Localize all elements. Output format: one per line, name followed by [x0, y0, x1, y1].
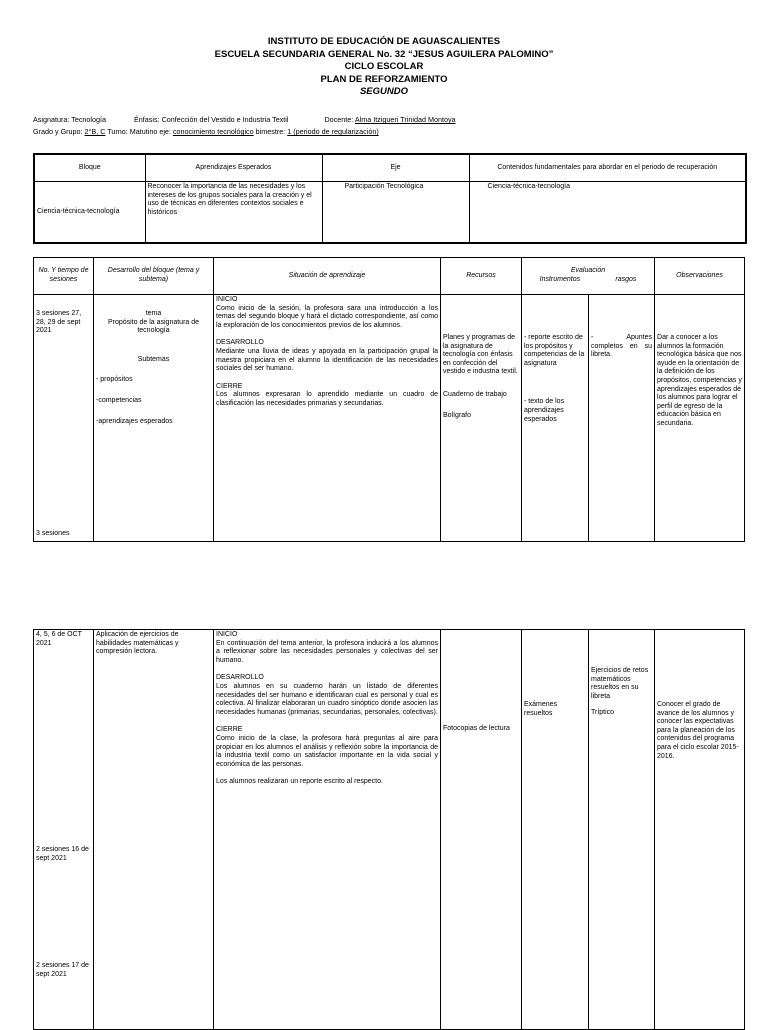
cell-rasgos-2 [589, 630, 655, 1030]
asignatura-label: Asignatura: Tecnología [33, 115, 106, 124]
rasgo-apuntes: - Apuntes completos en su libreta. [591, 334, 653, 359]
cycle-title: CICLO ESCOLAR [344, 61, 424, 72]
cell-bloque: Ciencia-técnica-tecnología [34, 182, 145, 244]
cierre-heading-2: CIERRE [216, 726, 243, 734]
rasgo-triptico: Tríptico [591, 709, 615, 717]
sesiones-octubre: 4, 5, 6 de OCT 2021 [36, 631, 82, 647]
cierre-heading: CIERRE [216, 382, 243, 390]
plan-title: PLAN DE REFORZAMIENTO [320, 73, 448, 85]
reporte-text: Los alumnos realizaran un reporte escrito al respecto. [216, 778, 383, 786]
eje-value: conocimiento tecnológico [172, 127, 254, 136]
header-evaluacion [522, 258, 655, 295]
subtema-propositos: - propósitos [96, 376, 133, 384]
cell-instrumentos-2 [522, 630, 589, 1030]
subtema-aprendizajes: -aprendizajes esperados [96, 417, 173, 425]
docente-value: Alma Itzigueri Trinidad Montoya [354, 115, 456, 124]
cell-observaciones-2 [655, 630, 745, 1030]
recurso-fotocopias: Fotocopias de lectura [443, 725, 510, 732]
header-observaciones: Observaciones [655, 258, 745, 295]
cell-sesiones [34, 295, 94, 542]
desarrollo-text-2: Los alumnos en su cuaderno harán un listado de diferentes necesidades del ser humano e identificaran cual es personal y cual es colectiva. Al finalizar elaboraran un cuadro sinóptico donde asocien las necesidades humanas (primarias, secundarias, personales, colectivas). [216, 682, 438, 716]
header-desarrollo: Desarrollo del bloque (tema y subtema) [94, 258, 214, 295]
sesiones-16-sept: 2 sesiones 16 de sept 2021 [36, 846, 89, 862]
cierre-text: Los alumnos expresaran lo aprendido mediante un cuadro de clasificación las necesidades primarias y secundarias. [216, 391, 438, 407]
observaciones-text-2: Conocer el grado de avance de los alumnos y conocer las expectativas para la planeación de los contenidos del programa para el ciclo escolar 2015-2016. [657, 701, 739, 760]
subtema-competencias: -competencias [96, 396, 142, 404]
desarrollo-text: Mediante una lluvia de ideas y apoyada en la participación grupal la maestra propiciara en el alumno la identificación de las necesidades sociales del ser humano. [216, 347, 438, 373]
cell-tema [94, 295, 214, 542]
sesiones-17-sept: 2 sesiones 17 de sept 2021 [36, 962, 89, 978]
cell-recursos-2 [441, 630, 522, 1030]
desarrollo-heading: DESARROLLO [216, 339, 264, 347]
instrumentos-label: Instrumentos [539, 276, 581, 283]
subtemas-label: Subtemas [137, 355, 170, 363]
header-situacion: Situación de aprendizaje [214, 258, 441, 295]
header-aprendizajes: Aprendizajes Esperados [145, 154, 322, 182]
enfasis-label: Énfasis: Confección del Vestido e Industria Textil [134, 115, 289, 124]
observaciones-text: Dar a conocer a los alumnos la formación tecnológica básica que nos ayude en la orientación de la definición de los propósitos, competencias y aprendizajes esperados de los alumnos para lograr el perfil de egreso de la educación básica en secundaria. [657, 334, 742, 427]
cell-sesiones-2 [34, 630, 94, 1030]
instrumento-reporte: - reporte escrito de los propósitos y competencias de la asignatura [524, 334, 585, 367]
instrumento-texto: - texto de los aprendizajes esperados [524, 398, 565, 423]
cell-aprendizajes: Reconocer la importancia de las necesidades y los intereses de los grupos sociales para la creación y el uso de técnicas en diferentes contextos sociales e históricos [145, 182, 322, 244]
header-bloque: Bloque [34, 154, 145, 182]
header-recursos: Recursos [441, 258, 522, 295]
info-line-2 [33, 127, 379, 136]
cell-recursos [441, 295, 522, 542]
bimestre-label: bimestre: [253, 127, 288, 136]
inicio-heading-2: INICIO [216, 631, 238, 638]
document-header [0, 36, 768, 99]
grado-label: Grado y Grupo: [33, 127, 85, 136]
inicio-text: Como inicio de la sesión, la profesora sara una introducción a los temas del segundo bloque y hará el dictado correspondiente, así como la exploración de los conocimientos previos de los alumnos. [216, 304, 438, 329]
docente-label: Docente: [324, 115, 355, 124]
grado-value: 2°B, C [84, 127, 106, 136]
cell-instrumentos [522, 295, 589, 542]
proposito-label: Propósito de la asignatura de tecnología [107, 318, 200, 335]
inicio-heading: INICIO [216, 296, 238, 303]
cell-rasgos [589, 295, 655, 542]
grade-title: SEGUNDO [359, 86, 409, 97]
school-title: ESCUELA SECUNDARIA GENERAL No. 32 “JESUS AGUILERA PALOMINO” [214, 48, 554, 60]
desarrollo-heading-2: DESARROLLO [216, 674, 264, 682]
bimestre-value: 1 (periodo de regularización) [287, 127, 379, 136]
session-plan-table-1 [33, 257, 745, 542]
sesiones-top: 3 sesiones 27, 28, 29 de sept 2021 [36, 310, 82, 335]
header-sesiones: No. Y tiempo de sesiones [34, 258, 94, 295]
inicio-text-2: En continuación del tema anterior, la profesora inducirá a los alumnos a reflexionar sobre las necesidades personales y colectivas del ser humano. [216, 639, 438, 664]
cierre-text-2: Como inicio de la clase, la profesora hará preguntas al aire para propiciar en los alumnos el análisis y reflexión sobre la importancia de la industria textil como un satisfactor importante en la vida social y económica de las personas. [216, 734, 438, 768]
curriculum-table [33, 153, 747, 244]
institute-title: INSTITUTO DE EDUCACIÓN DE AGUASCALIENTES [267, 36, 501, 47]
header-contenidos: Contenidos fundamentales para abordar en el periodo de recuperación [469, 154, 746, 182]
cell-contenidos: Ciencia-técnica-tecnología [469, 182, 746, 244]
cell-situacion-2 [214, 630, 441, 1030]
rasgo-ejercicios: Ejercicios de retos matemáticos resueltos en su libreta [591, 667, 649, 700]
cell-observaciones [655, 295, 745, 542]
cell-desarrollo-2: Aplicación de ejercicios de habilidades matemáticas y compresión lectora. [94, 630, 214, 1030]
instrumento-examenes: Exámenes resueltos [524, 701, 558, 717]
sesiones-bottom: 3 sesiones [36, 530, 70, 538]
tema-label: tema [145, 310, 162, 317]
rasgos-label: rasgos [615, 276, 637, 283]
cell-situacion [214, 295, 441, 542]
session-plan-table-2 [33, 629, 745, 1030]
recurso-boligrafo: Bolígrafo [443, 411, 472, 419]
recurso-planes: Planes y programas de la asignatura de tecnología con énfasis en confección del vestido e industria textil. [443, 334, 518, 376]
recurso-cuaderno: Cuaderno de trabajo [443, 390, 507, 398]
evaluacion-label: Evaluación [570, 267, 606, 275]
info-line-1 [33, 115, 456, 124]
turno-label: Turno: Matutino eje: [105, 127, 173, 136]
header-eje: Eje [322, 154, 469, 182]
cell-eje: Participación Tecnológica [322, 182, 469, 244]
